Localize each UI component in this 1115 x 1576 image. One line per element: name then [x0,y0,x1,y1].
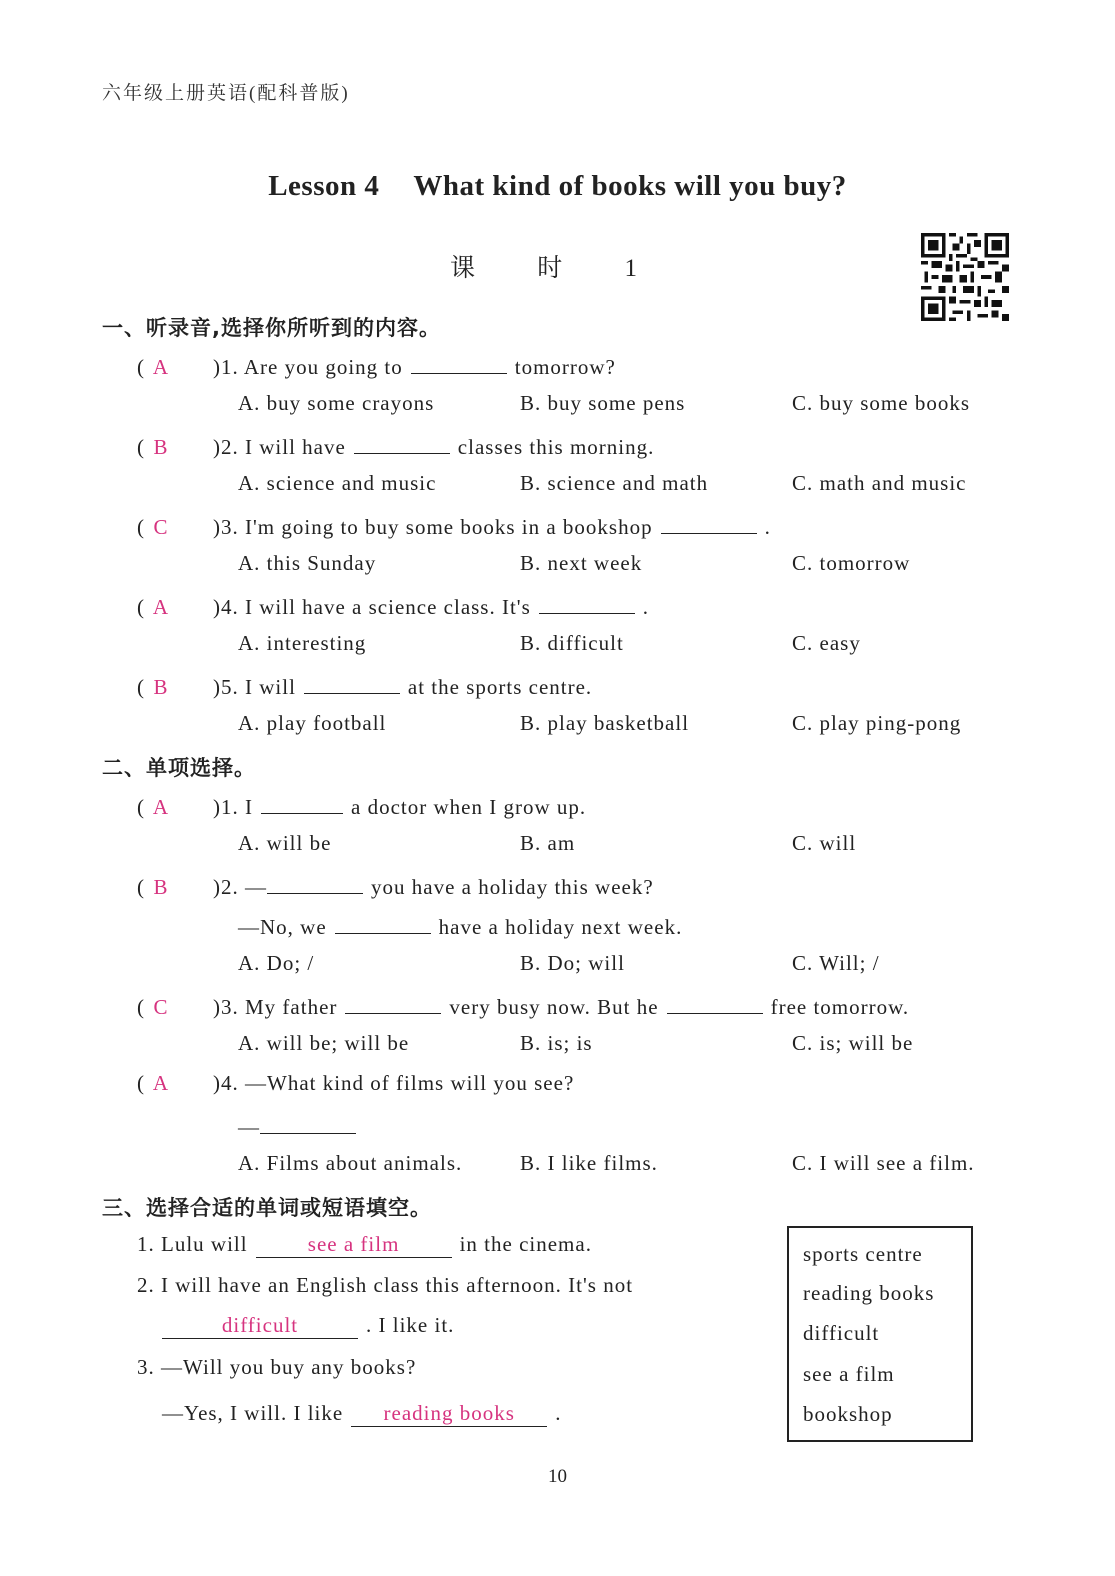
s1-question-2: ( B )2. I will have classes this morning. [137,431,654,460]
s1-question-5: ( B )5. I will at the sports centre. [137,671,592,700]
option-c: C. easy [792,631,861,655]
s2-question-4-reply: — [238,1111,364,1140]
answer-mark: C [153,515,169,539]
option-b: B. difficult [520,631,624,655]
answer-blank [354,431,450,454]
answer-mark: A [152,595,170,619]
option-c: C. buy some books [792,391,971,415]
answer-blank [261,791,343,814]
word-bank-item: difficult [803,1321,880,1345]
lesson-question: What kind of books will you buy? [413,170,847,202]
lesson-period: 课 时 1 [449,255,665,282]
s2-question-1: ( A )1. I a doctor when I grow up. [137,791,586,820]
option-a: A. Films about animals. [238,1151,463,1175]
option-b: B. I like films. [520,1151,658,1175]
answer-blank [345,991,441,1014]
s3-question-2-continued: difficult . I like it. [162,1313,454,1339]
word-bank-item: bookshop [803,1402,893,1426]
answer-blank [667,991,763,1014]
answer-mark: B [153,875,169,899]
section-2-heading: 二、单项选择。 [102,756,256,780]
s1-question-1: ( A )1. Are you going to tomorrow? [137,351,616,380]
s3-question-1: 1. Lulu will see a film in the cinema. [137,1232,592,1256]
option-c: C. I will see a film. [792,1151,975,1175]
s2-question-2-reply: —No, we have a holiday next week. [238,911,682,940]
answer-blank [539,591,635,614]
answer-mark: A [152,1071,170,1095]
option-c: C. play ping-pong [792,711,962,735]
option-c: C. is; will be [792,1031,914,1055]
option-b: B. next week [520,551,643,575]
lesson-title [0,170,1115,203]
answer-mark: C [153,995,169,1019]
option-b: B. play basketball [520,711,690,735]
option-c: C. Will; / [792,951,880,975]
qr-code-icon [921,233,1009,321]
option-b: B. science and math [520,471,709,495]
filled-answer: difficult [162,1313,358,1339]
s2-question-2: ( B )2. — you have a holiday this week? [137,871,654,900]
option-a: A. play football [238,711,387,735]
book-header: 六年级上册英语(配科普版) [102,83,350,104]
s3-question-2: 2. I will have an English class this afternoon. It's not [137,1273,634,1297]
option-b: B. am [520,831,576,855]
option-a: A. this Sunday [238,551,377,575]
s1-question-4: ( A )4. I will have a science class. It's . [137,591,649,620]
answer-mark: B [153,675,169,699]
s2-question-3: ( C )3. My father very busy now. But he free tomorrow. [137,991,909,1020]
answer-mark: B [153,435,169,459]
option-a: A. will be [238,831,332,855]
option-a: A. will be; will be [238,1031,410,1055]
s3-question-3-reply: —Yes, I will. I like reading books . [162,1401,562,1425]
answer-blank [267,871,363,894]
page-number: 10 [548,1466,567,1487]
option-a: A. science and music [238,471,437,495]
answer-blank [304,671,400,694]
s2-question-4: ( A )4. —What kind of films will you see? [137,1071,575,1095]
option-a: A. Do; / [238,951,315,975]
answer-blank [411,351,507,374]
answer-mark: A [152,355,170,379]
option-c: C. will [792,831,857,855]
filled-answer: reading books [351,1401,547,1427]
word-bank-item: reading books [803,1281,935,1305]
section-3-heading: 三、选择合适的单词或短语填空。 [102,1196,432,1220]
answer-blank [335,911,431,934]
s1-question-3: ( C )3. I'm going to buy some books in a bookshop . [137,511,771,540]
lesson-number: Lesson 4 [268,170,380,202]
answer-mark: A [152,795,170,819]
option-b: B. buy some pens [520,391,686,415]
answer-blank [661,511,757,534]
option-c: C. tomorrow [792,551,911,575]
filled-answer: see a film [256,1232,452,1258]
word-bank-box [787,1226,973,1442]
option-c: C. math and music [792,471,967,495]
word-bank-item: sports centre [803,1242,923,1266]
section-1-heading: 一、听录音,选择你所听到的内容。 [102,316,441,340]
s3-question-3: 3. —Will you buy any books? [137,1355,417,1379]
option-b: B. is; is [520,1031,593,1055]
option-a: A. interesting [238,631,367,655]
answer-blank [260,1111,356,1134]
option-b: B. Do; will [520,951,625,975]
option-a: A. buy some crayons [238,391,435,415]
word-bank-item: see a film [803,1362,895,1386]
